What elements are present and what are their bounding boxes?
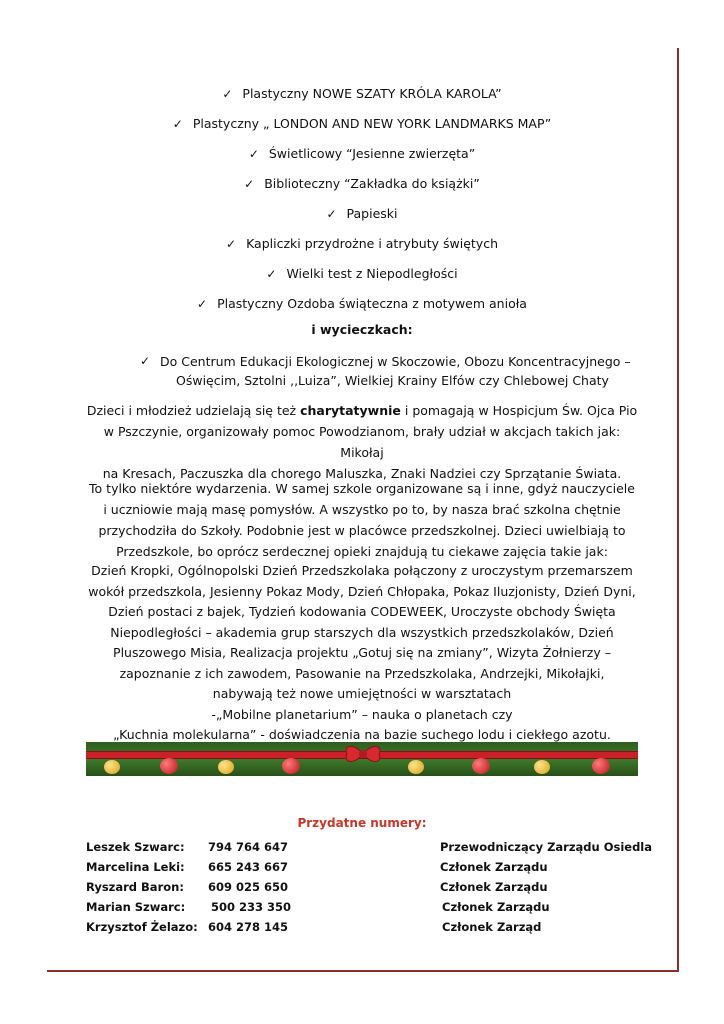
charity-paragraph: Dzieci i młodzież udzielają się też charytatywnie i pomagają w Hospicjum Św. Ojca Pio w Pszczynie, organizowały pomoc Powodzianom, brały udział w akcjach takich jak: Mikołaj na Kresach, Paczuszka dla chorego Maluszka, Znaki Nadziei czy Sprzątanie Świata. <box>86 403 638 481</box>
checkmark-icon: ✓ <box>326 207 337 221</box>
trip-line-1: Do Centrum Edukacji Ekologicznej w Skoczowie, Obozu Koncentracyjnego – <box>160 354 631 369</box>
preschool-activities-paragraph: Dzień Kropki, Ogólnopolski Dzień Przedszkolaka połączony z uroczystym przemarszem wokół przedszkola, Jesienny Pokaz Mody, Dzień Chłopaka, Pokaz Iluzjonisty, Dzień Dyni, Dzień postaci z bajek, Tydzień kodowania CODEWEEK, Uroczyste obchody Święta Niepodległości – akademia grup starszych dla wszystkich przedszkolaków, Dzień Pluszowego Misia, Realizacja projektu „Gotuj się na zmiany”, Wizyta Żołnierzy – zapoznanie z ich zawodem, Pasowanie na Przedszkolaka, Andrzejki, Mikołajki, nabywają też nowe umiejętności w warsztatach -„Mobilne planetarium” – nauka o planetach czy „Kuchnia molekularna” - doświadczenia na bazie suchego lodu i ciekłego azotu. <box>88 563 636 742</box>
checkmark-icon: ✓ <box>244 177 255 191</box>
list-item: ✓ Świetlicowy “Jesienne zwierzęta” <box>248 146 476 161</box>
list-item: ✓ Papieski <box>326 206 398 221</box>
list-item: ✓ Plastyczny NOWE SZATY KRÓLA KAROLA” <box>222 86 502 101</box>
table-row: Ryszard Baron: 609 025 650 Członek Zarządu <box>86 880 548 894</box>
ornament-icon <box>160 758 178 774</box>
ornament-icon <box>282 758 300 774</box>
ornament-icon <box>534 760 550 774</box>
list-item: ✓ Plastyczny „ LONDON AND NEW YORK LANDMARKS MAP” <box>172 116 552 131</box>
checkmark-icon: ✓ <box>197 297 208 311</box>
table-row: Marian Szwarc: 500 233 350 Członek Zarządu <box>86 900 550 914</box>
ornament-icon <box>592 758 610 774</box>
list-item: ✓ Biblioteczny “Zakładka do książki” <box>244 176 480 191</box>
table-row: Leszek Szwarc: 794 764 647 Przewodniczący Zarządu Osiedla <box>86 840 653 854</box>
trip-line-2: Oświęcim, Sztolni ,,Luiza”, Wielkiej Krainy Elfów czy Chlebowej Chaty <box>176 373 609 388</box>
list-item: ✓ Wielki test z Niepodległości <box>266 266 458 281</box>
ornament-icon <box>104 760 120 774</box>
checkmark-icon: ✓ <box>172 117 183 131</box>
ribbon-bow-icon <box>341 742 385 768</box>
events-paragraph: To tylko niektóre wydarzenia. W samej szkole organizowane są i inne, gdyż nauczyciele i uczniowie mają masę pomysłów. A wszystko po to, by nasza brać szkolna chętnie przychodziła do Szkoły. Podobnie jest w placówce przedszkolnej. Dzieci uwielbiają to Przedszkole, bo oprócz serdecznej opieki znajdują tu ciekawe zajęcia takie jak: <box>89 481 635 559</box>
table-row: Krzysztof Żelazo: 604 278 145 Członek Zarząd <box>86 920 542 934</box>
christmas-garland-banner <box>86 742 638 776</box>
ornament-icon <box>408 760 424 774</box>
useful-numbers-heading: Przydatne numery: <box>297 816 427 830</box>
trips-heading: i wycieczkach: <box>311 322 413 337</box>
checkmark-icon: ✓ <box>266 267 277 281</box>
list-item: ✓ Kapliczki przydrożne i atrybuty świętych <box>226 236 498 251</box>
checkmark-icon: ✓ <box>248 147 259 161</box>
ornament-icon <box>218 760 234 774</box>
table-row: Marcelina Leki: 665 243 667 Członek Zarządu <box>86 860 548 874</box>
list-item: ✓ Plastyczny Ozdoba świąteczna z motywem anioła <box>197 296 527 311</box>
ornament-icon <box>472 758 490 774</box>
checkmark-icon: ✓ <box>226 237 237 251</box>
checkmark-icon: ✓ <box>222 87 233 101</box>
checkmark-icon: ✓ <box>140 354 151 368</box>
charity-emphasis: charytatywnie <box>300 403 401 418</box>
